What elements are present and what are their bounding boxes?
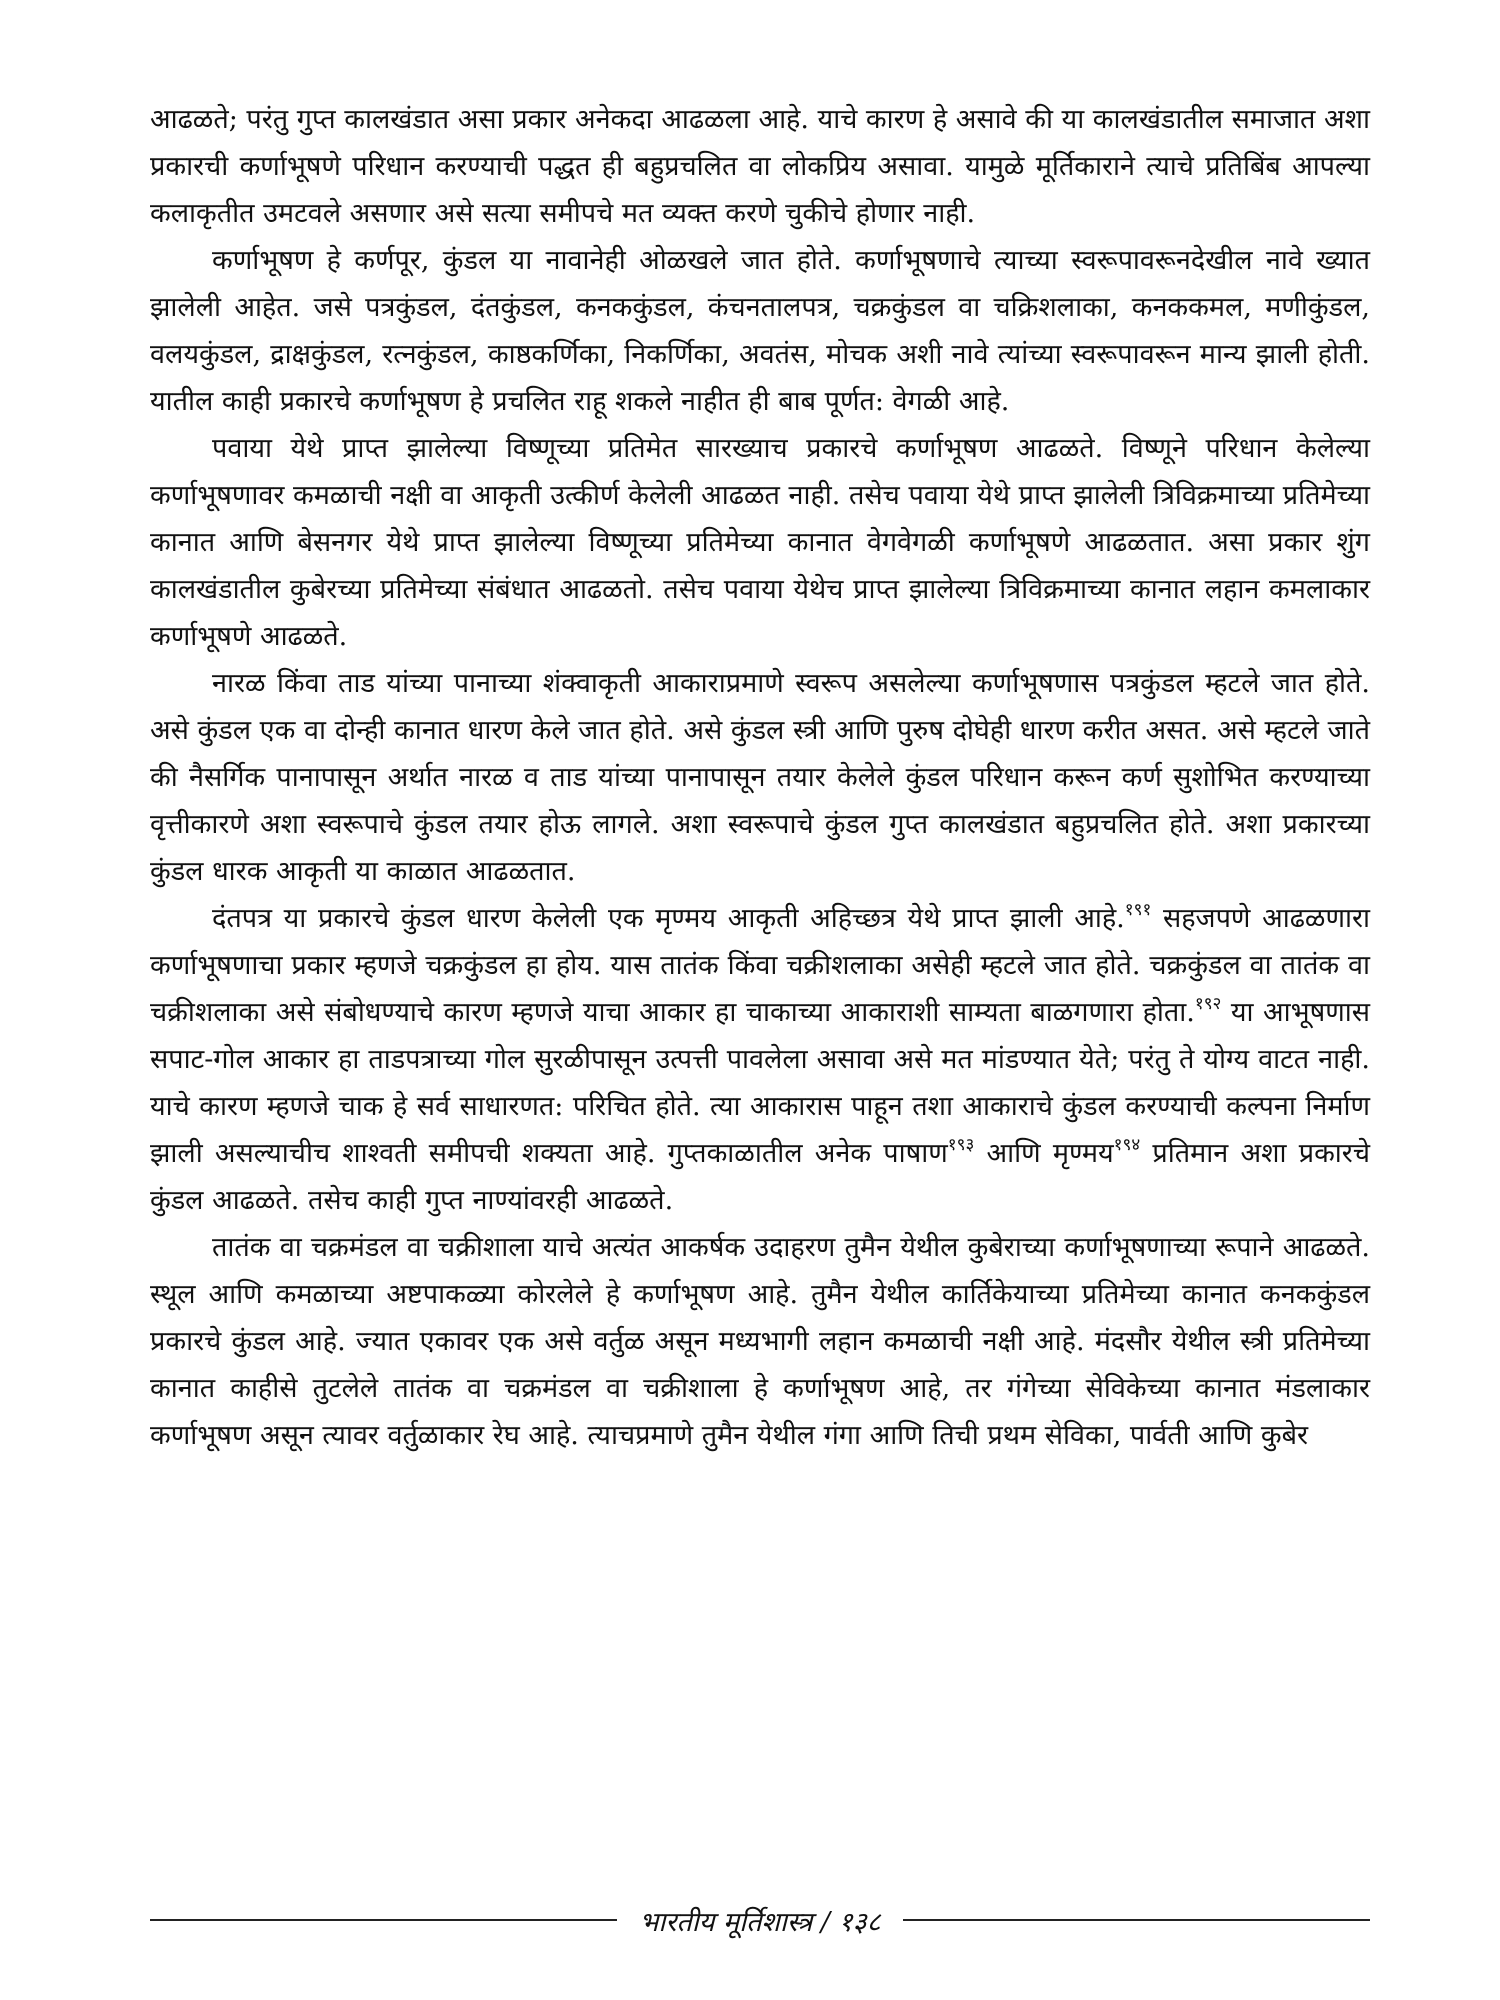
page-footer <box>150 1900 1370 1940</box>
footer-rule-right <box>903 1919 1370 1921</box>
paragraph: तातंक वा चक्रमंडल वा चक्रीशाला याचे अत्यंत आकर्षक उदाहरण तुमैन येथील कुबेराच्या कर्णाभूषणाच्या रूपाने आढळते. स्थूल आणि कमळाच्या अष्टपाकळ्या कोरलेले हे कर्णाभूषण आहे. तुमैन येथील कार्तिकेयाच्या प्रतिमेच्या कानात कनककुंडल प्रकारचे कुंडल आहे. ज्यात एकावर एक असे वर्तुळ असून मध्यभागी लहान कमळाची नक्षी आहे. मंदसौर येथील स्त्री प्रतिमेच्या कानात काहीसे तुटलेले तातंक वा चक्रमंडल वा चक्रीशाला हे कर्णाभूषण आहे, तर गंगेच्या सेविकेच्या कानात मंडलाकार कर्णाभूषण असून त्यावर वर्तुळाकार रेघ आहे. त्याचप्रमाणे तुमैन येथील गंगा आणि तिची प्रथम सेविका, पार्वती आणि कुबेर <box>150 1232 1371 1451</box>
paragraph-text: आणि मृण्मय <box>974 1138 1114 1169</box>
footnote-marker: १९४ <box>1113 1135 1141 1155</box>
paragraph: पवाया येथे प्राप्त झालेल्या विष्णूच्या प्रतिमेत सारख्याच प्रकारचे कर्णाभूषण आढळते. विष्णूने परिधान केलेल्या कर्णाभूषणावर कमळाची नक्षी वा आकृती उत्कीर्ण केलेली आढळत नाही. तसेच पवाया येथे प्राप्त झालेली त्रिविक्रमाच्या प्रतिमेच्या कानात आणि बेसनगर येथे प्राप्त झालेल्या विष्णूच्या प्रतिमेच्या कानात वेगवेगळी कर्णाभूषणे आढळतात. असा प्रकार शुंग कालखंडातील कुबेरच्या प्रतिमेच्या संबंधात आढळतो. तसेच पवाया येथेच प्राप्त झालेल्या त्रिविक्रमाच्या कानात लहान कमलाकार कर्णाभूषणे आढळते. <box>150 433 1370 652</box>
footer-separator: / <box>812 1906 839 1938</box>
paragraph-text: प्रतिमान अशा प्रकारचे कुंडल आढळते. तसेच काही गुप्त नाण्यांवरही आढळते. <box>150 1138 1370 1216</box>
paragraph: आढळते; परंतु गुप्त कालखंडात असा प्रकार अनेकदा आढळला आहे. याचे कारण हे असावे की या कालखंडातील समाजात अशा प्रकारची कर्णाभूषणे परिधान करण्याची पद्धत ही बहुप्रचलित वा लोकप्रिय असावा. यामुळे मूर्तिकाराने त्याचे प्रतिबिंब आपल्या कलाकृतीत उमटवले असणार असे सत्या समीपचे मत व्यक्त करणे चुकीचे होणार नाही. <box>150 104 1370 229</box>
footnote-marker: १९३ <box>947 1135 975 1155</box>
book-title: भारतीय मूर्तिशास्त्र <box>639 1906 813 1938</box>
running-footer <box>617 1902 902 1939</box>
page-body <box>150 96 1370 1459</box>
paragraph-text: दंतपत्र या प्रकारचे कुंडल धारण केलेली एक मृण्मय आकृती अहिच्छत्र येथे प्राप्त झाली आहे. <box>212 903 1125 934</box>
footnote-marker: १९२ <box>1194 994 1222 1014</box>
footnote-marker: १९१ <box>1124 900 1152 920</box>
paragraph-text: या आभूषणास सपाट-गोल आकार हा ताडपत्राच्या गोल सुरळीपासून उत्पत्ती पावलेला असावा असे मत मांडण्यात येते; परंतु ते योग्य वाटत नाही. याचे कारण म्हणजे चाक हे सर्व साधारणत: परिचित होते. त्या आकारास पाहून तशा आकाराचे कुंडल करण्याची कल्पना निर्माण झाली असल्याचीच शाश्वती समीपची शक्यता आहे. गुप्तकाळातील अनेक पाषाण <box>150 997 1370 1169</box>
page-number: १३८ <box>838 1906 881 1938</box>
paragraph: नारळ किंवा ताड यांच्या पानाच्या शंक्वाकृती आकाराप्रमाणे स्वरूप असलेल्या कर्णाभूषणास पत्रकुंडल म्हटले जात होते. असे कुंडल एक वा दोन्ही कानात धारण केले जात होते. असे कुंडल स्त्री आणि पुरुष दोघेही धारण करीत असत. असे म्हटले जाते की नैसर्गिक पानापासून अर्थात नारळ व ताड यांच्या पानापासून तयार केलेले कुंडल परिधान करून कर्ण सुशोभित करण्याच्या वृत्तीकारणे अशा स्वरूपाचे कुंडल तयार होऊ लागले. अशा स्वरूपाचे कुंडल गुप्त कालखंडात बहुप्रचलित होते. अशा प्रकारच्या कुंडल धारक आकृती या काळात आढळतात. <box>150 668 1370 887</box>
paragraph-with-footnotes <box>150 895 1370 1224</box>
footer-rule-left <box>150 1919 617 1921</box>
paragraph: कर्णाभूषण हे कर्णपूर, कुंडल या नावानेही ओळखले जात होते. कर्णाभूषणाचे त्याच्या स्वरूपावरूनदेखील नावे ख्यात झालेली आहेत. जसे पत्रकुंडल, दंतकुंडल, कनककुंडल, कंचनतालपत्र, चक्रकुंडल वा चक्रिशलाका, कनककमल, मणीकुंडल, वलयकुंडल, द्राक्षकुंडल, रत्नकुंडल, काष्ठकर्णिका, निकर्णिका, अवतंस, मोचक अशी नावे त्यांच्या स्वरूपावरून मान्य झाली होती. यातील काही प्रकारचे कर्णाभूषण हे प्रचलित राहू शकले नाहीत ही बाब पूर्णत: वेगळी आहे. <box>150 245 1370 417</box>
paragraph-text: सहजपणे आढळणारा कर्णाभूषणाचा प्रकार म्हणजे चक्रकुंडल हा होय. यास तातंक किंवा चक्रीशलाका असेही म्हटले जात होते. चक्रकुंडल वा तातंक वा चक्रीशलाका असे संबोधण्याचे कारण म्हणजे याचा आकार हा चाकाच्या आकाराशी साम्यता बाळगणारा होता. <box>150 903 1370 1028</box>
